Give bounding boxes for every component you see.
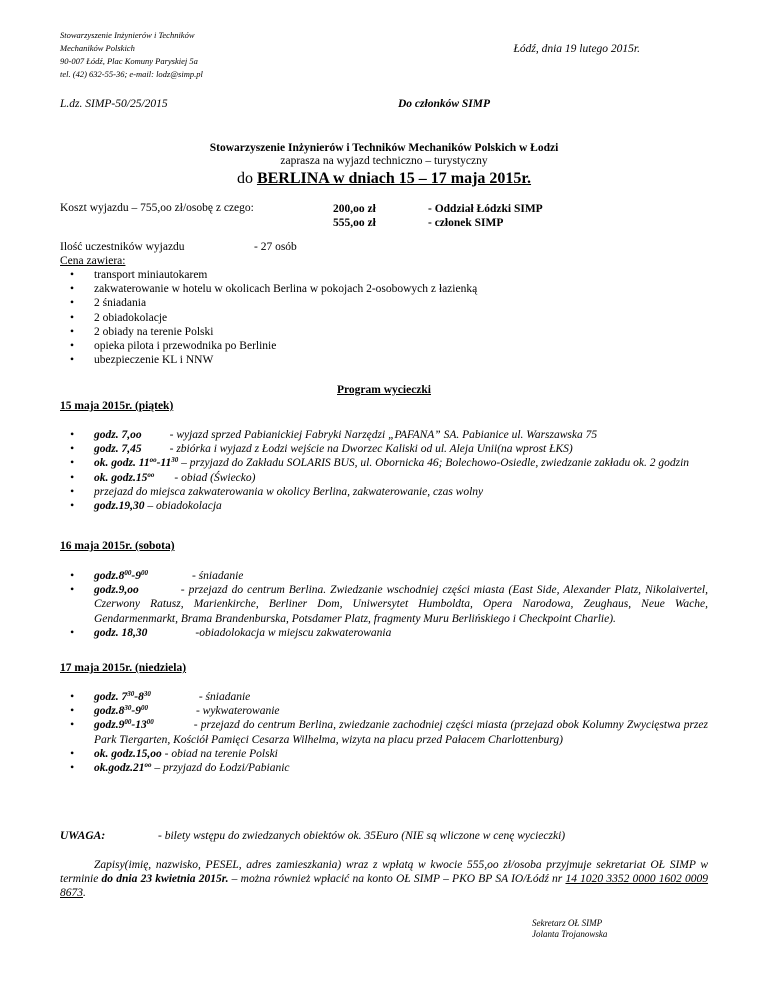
day-heading-1: 15 maja 2015r. (piątek) (60, 400, 174, 412)
schedule-item: • ok. $godz.15^{oo}$ - obiad (Świecko) (60, 471, 708, 485)
invitation-line: zaprasza na wyjazd techniczno – turystyczny (280, 155, 488, 167)
cost-group-2: - członek SIMP (428, 217, 504, 229)
participants-label: Ilość uczestników wyjazdu (60, 241, 185, 253)
cost-group-1: - Oddział Łódzki SIMP (428, 203, 543, 215)
cost-amount-2: 555,oo zł (333, 217, 376, 229)
cost-groups (428, 202, 543, 230)
sender-name-line1: Stowarzyszenie Inżynierów i Techników (60, 30, 195, 40)
sender-address: 90-007 Łódź, Plac Komuny Paryskiej 5a (60, 56, 198, 66)
bank-account: 14 1020 3352 0000 1602 0009 8673 (60, 873, 709, 900)
day-2-schedule (60, 569, 708, 640)
schedule-item: • godz. $7^{30}-8^{30}$ - śniadanie (60, 690, 708, 704)
participants (60, 240, 297, 268)
reference-number: L.dz. SIMP-50/25/2015 (60, 98, 168, 110)
program-title: Program wycieczki (337, 384, 431, 396)
schedule-item: • godz.9,oo - przejazd do centrum Berlina. Zwiedzanie wschodniej części miasta (East Side, Alexander Platz, Nikolaivertel, Czerwony Ratusz, Marienkirche, Berliner Dom, Uniwersytet Humboldta, Opera Narodowa, Zeughaus, Neue Wache, Gendarmenmarkt, Brama Brandenburska, Potsdamer Platz, fragmenty Muru Berlińskiego i Checkpoint Charlie). (60, 583, 708, 626)
list-item: • ubezpieczenie KL i NNW (60, 353, 477, 367)
schedule-item: • $ok.godz.21^{oo}$ – przyjazd do Łodzi/Pabianic (60, 761, 708, 775)
schedule-item: • $godz.8^{00}-9^{00}$ - śniadanie (60, 569, 708, 583)
signature-block (532, 918, 607, 940)
schedule-item: • ok. godz.15,oo - obiad na terenie Polski (60, 747, 708, 761)
schedule-item: • godz. 18,30 -obiadolokacja w miejscu zakwaterowania (60, 626, 708, 640)
note-text: - bilety wstępu do zwiedzanych obiektów ok. 35Euro (NIE są wliczone w cenę wycieczki) (158, 830, 566, 842)
list-item: • zakwaterowanie w hotelu w okolicach Berlina w pokojach 2-osobowych z łazienką (60, 282, 477, 296)
schedule-item: • $godz.9^{00}-13^{00}$ - przejazd do centrum Berlina, zwiedzanie zachodniej części miasta (przejazd obok Kolumny Zwycięstwa przez Park Tiergarten, Kościół Pamięci Cesarza Wilhelma, wizyta na placu przed Pałacem Charlottenburg) (60, 718, 708, 746)
signature-name: Jolanta Trojanowska (532, 929, 608, 939)
list-item: • opieka pilota i przewodnika po Berlinie (60, 339, 477, 353)
recipient: Do członków SIMP (398, 98, 491, 110)
participants-count: - 27 osób (254, 241, 297, 253)
day-3-schedule (60, 690, 708, 775)
cost-label: Koszt wyjazdu – 755,oo zł/osobę z czego: (60, 202, 254, 214)
schedule-item: • $godz.8^{30}-9^{00}$ - wykwaterowanie (60, 704, 708, 718)
destination-line (60, 168, 708, 189)
list-item: • transport miniautokarem (60, 268, 477, 282)
sender-contact: tel. (42) 632-55-36; e-mail: lodz@simp.pl (60, 69, 203, 79)
organizer-name: Stowarzyszenie Inżynierów i Techników Mechaników Polskich w Łodzi (209, 142, 559, 154)
schedule-item: • godz.19,30 – obiadokolacja (60, 499, 708, 513)
includes-list (60, 268, 477, 367)
sender-block (60, 29, 203, 81)
includes-label: Cena zawiera: (60, 255, 126, 267)
letter-title (60, 142, 708, 189)
list-item: • 2 obiady na terenie Polski (60, 325, 477, 339)
day-heading-3: 17 maja 2015r. (niedziela) (60, 662, 187, 674)
signature-role: Sekretarz OŁ SIMP (532, 918, 603, 928)
schedule-item: • ok. godz. $11^{oo}-11^{30}$ – przyjazd do Zakładu SOLARIS BUS, ul. Obornicka 46; Bolechowo-Osiedle, zwiedzanie zakładu ok. 2 godzin (60, 456, 708, 470)
cost-amounts (333, 202, 376, 230)
note-label: UWAGA: (60, 830, 106, 842)
cost-amount-1: 200,oo zł (333, 203, 376, 215)
sender-name-line2: Mechaników Polskich (60, 43, 135, 53)
schedule-item: • przejazd do miejsca zakwaterowania w okolicy Berlina, zakwaterowanie, czas wolny (60, 485, 708, 499)
destination: BERLINA w dniach 15 – 17 maja 2015r. (256, 170, 532, 187)
day-1-schedule (60, 428, 708, 513)
date-line: Łódź, dnia 19 lutego 2015r. (513, 43, 640, 55)
signup-deadline: do dnia 23 kwietnia 2015r. (101, 873, 229, 886)
destination-prefix: do (236, 170, 253, 187)
list-item: • 2 śniadania (60, 296, 477, 310)
signup-paragraph: Zapisy(imię, nazwisko, PESEL, adres zamieszkania) wraz z wpłatą w kwocie 555,oo zł/osoba przyjmuje sekretariat OŁ SIMP w terminie do dnia 23 kwietnia 2015r. – można również wpłacić na konto OŁ SIMP – PKO BP SA IO/Łódź nr 14 1020 3352 0000 1602 0009 8673. (60, 859, 709, 900)
day-heading-2: 16 maja 2015r. (sobota) (60, 540, 175, 552)
schedule-item: • godz. 7,45 - zbiórka i wyjazd z Łodzi wejście na Dworzec Kaliski od ul. Aleja Unii(na wprost ŁKS) (60, 442, 708, 456)
list-item: • 2 obiadokolacje (60, 311, 477, 325)
schedule-item: • godz. 7,oo - wyjazd sprzed Pabianickiej Fabryki Narzędzi „PAFANA” SA. Pabianice ul. Warszawska 75 (60, 428, 708, 442)
